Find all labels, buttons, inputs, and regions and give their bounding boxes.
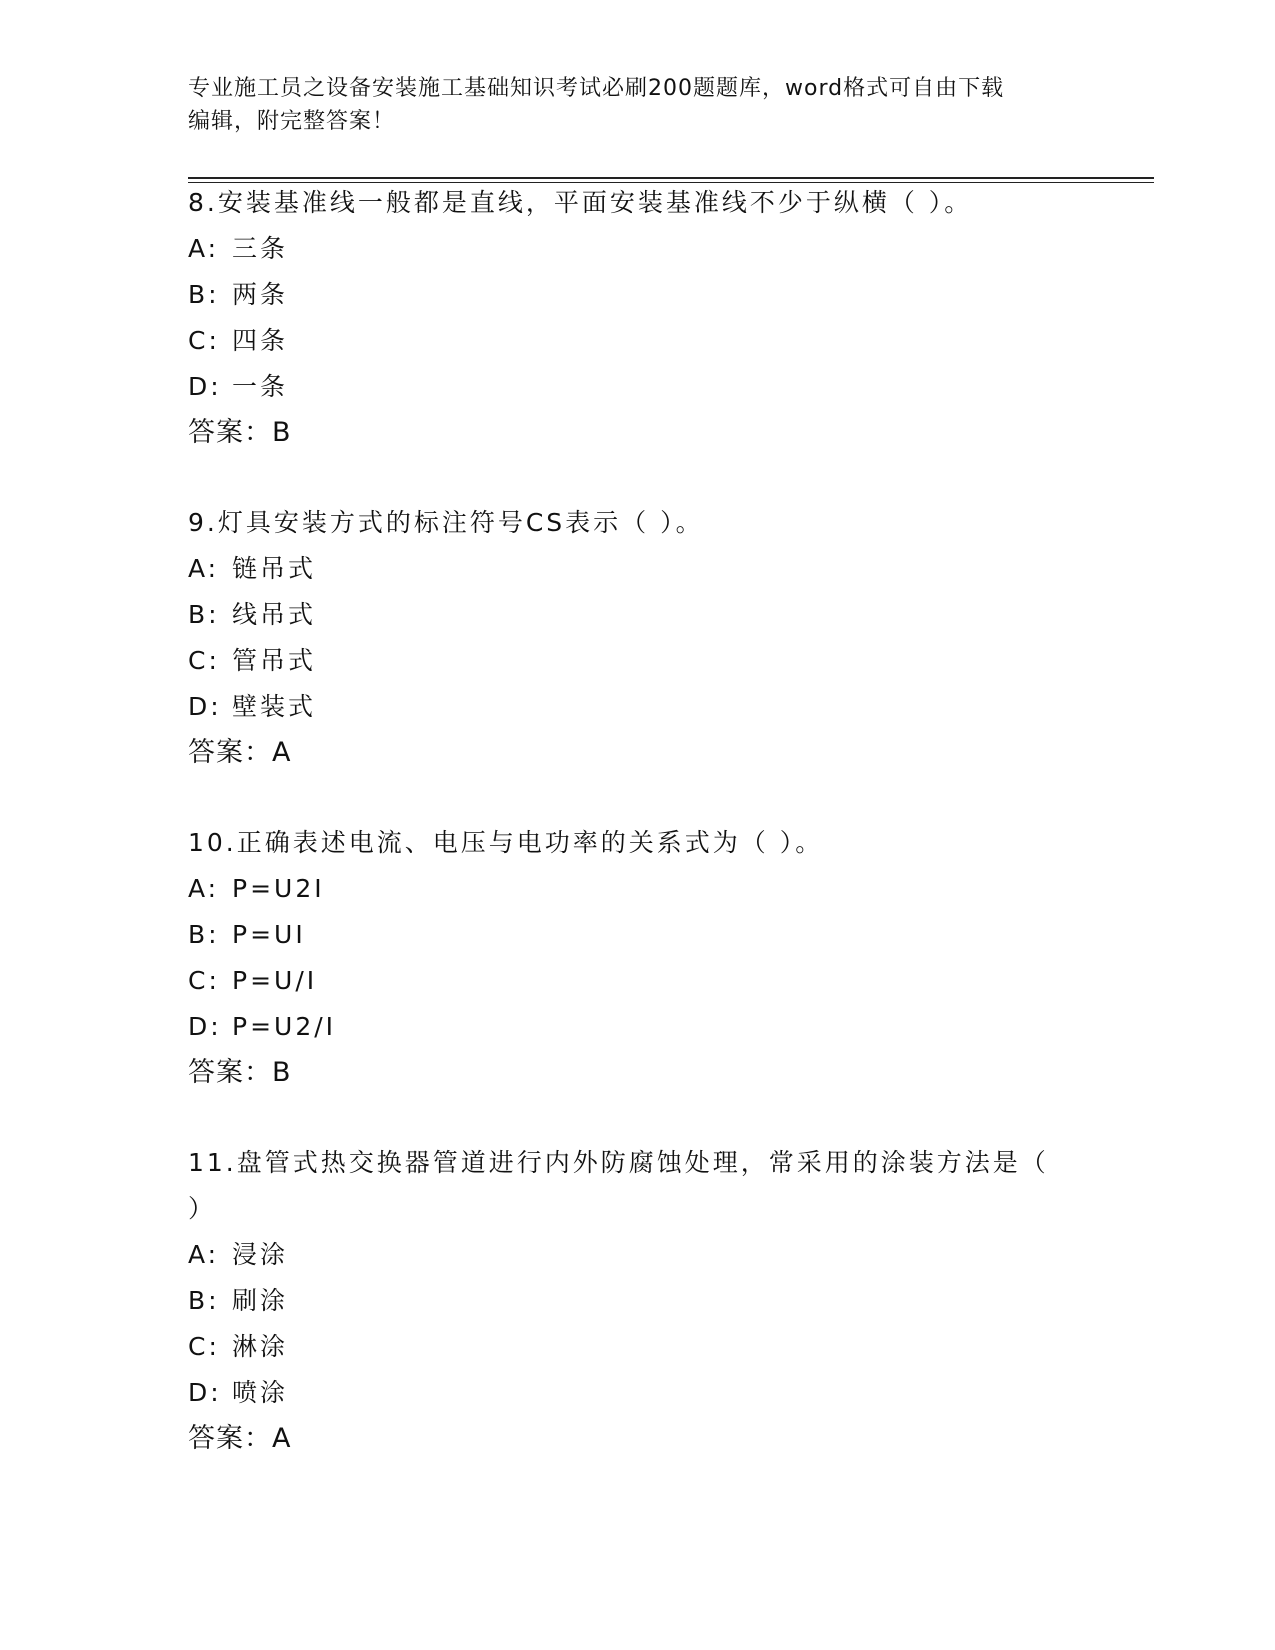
header-divider-thick [188, 177, 1154, 179]
option-text: 浸涂 [232, 1240, 289, 1269]
answer-line: 答案：A [188, 1423, 292, 1454]
option-key: C: [188, 326, 220, 355]
question-text: 8.安装基准线一般都是直线，平面安装基准线不少于纵横（ ）。 [188, 188, 973, 217]
option-text: 四条 [232, 326, 289, 355]
option-b [188, 912, 1088, 958]
option-key: D: [188, 1378, 222, 1407]
header-title-line-2: 编辑，附完整答案！ [188, 109, 396, 134]
document-header [188, 72, 1088, 138]
option-text: P=U2/I [232, 1012, 337, 1041]
option-key: C: [188, 646, 220, 675]
option-text: P=UI [232, 920, 306, 949]
option-key: A: [188, 1240, 220, 1269]
option-a [188, 1232, 1088, 1278]
option-b [188, 592, 1088, 638]
option-text: 链吊式 [232, 554, 317, 583]
option-key: B: [188, 920, 220, 949]
option-key: A: [188, 874, 220, 903]
option-c [188, 958, 1088, 1004]
option-c [188, 318, 1088, 364]
option-d [188, 684, 1088, 730]
question-11 [188, 1140, 1088, 1462]
option-key: B: [188, 1286, 220, 1315]
question-text: 9.灯具安装方式的标注符号CS表示（ ）。 [188, 508, 704, 537]
question-8 [188, 180, 1088, 456]
option-b [188, 1278, 1088, 1324]
option-d [188, 364, 1088, 410]
option-text: 刷涂 [232, 1286, 289, 1315]
option-d [188, 1370, 1088, 1416]
option-key: D: [188, 1012, 222, 1041]
option-c [188, 1324, 1088, 1370]
option-c [188, 638, 1088, 684]
option-text: 一条 [232, 372, 289, 401]
option-key: D: [188, 692, 222, 721]
question-text-line-2: ） [188, 1194, 217, 1223]
question-text-line-1: 11.盘管式热交换器管道进行内外防腐蚀处理，常采用的涂装方法是（ [188, 1148, 1049, 1177]
answer-line: 答案：B [188, 1057, 292, 1088]
answer-line: 答案：A [188, 737, 292, 768]
option-key: C: [188, 966, 220, 995]
header-title-line-1: 专业施工员之设备安装施工基础知识考试必刷200题题库，word格式可自由下载 [188, 76, 1005, 101]
option-text: 线吊式 [232, 600, 317, 629]
option-key: A: [188, 234, 220, 263]
question-10 [188, 820, 1088, 1096]
answer-line: 答案：B [188, 417, 292, 448]
option-a [188, 866, 1088, 912]
option-key: C: [188, 1332, 220, 1361]
option-b [188, 272, 1088, 318]
option-text: 管吊式 [232, 646, 317, 675]
option-text: 三条 [232, 234, 289, 263]
option-d [188, 1004, 1088, 1050]
question-text: 10.正确表述电流、电压与电功率的关系式为（ ）。 [188, 828, 824, 857]
option-key: B: [188, 280, 220, 309]
option-a [188, 546, 1088, 592]
option-text: 两条 [232, 280, 289, 309]
option-key: B: [188, 600, 220, 629]
question-9 [188, 500, 1088, 776]
option-a [188, 226, 1088, 272]
option-text: 喷涂 [232, 1378, 289, 1407]
option-text: P=U/I [232, 966, 318, 995]
option-text: 淋涂 [232, 1332, 289, 1361]
option-text: P=U2I [232, 874, 325, 903]
option-text: 壁装式 [232, 692, 317, 721]
option-key: A: [188, 554, 220, 583]
option-key: D: [188, 372, 222, 401]
